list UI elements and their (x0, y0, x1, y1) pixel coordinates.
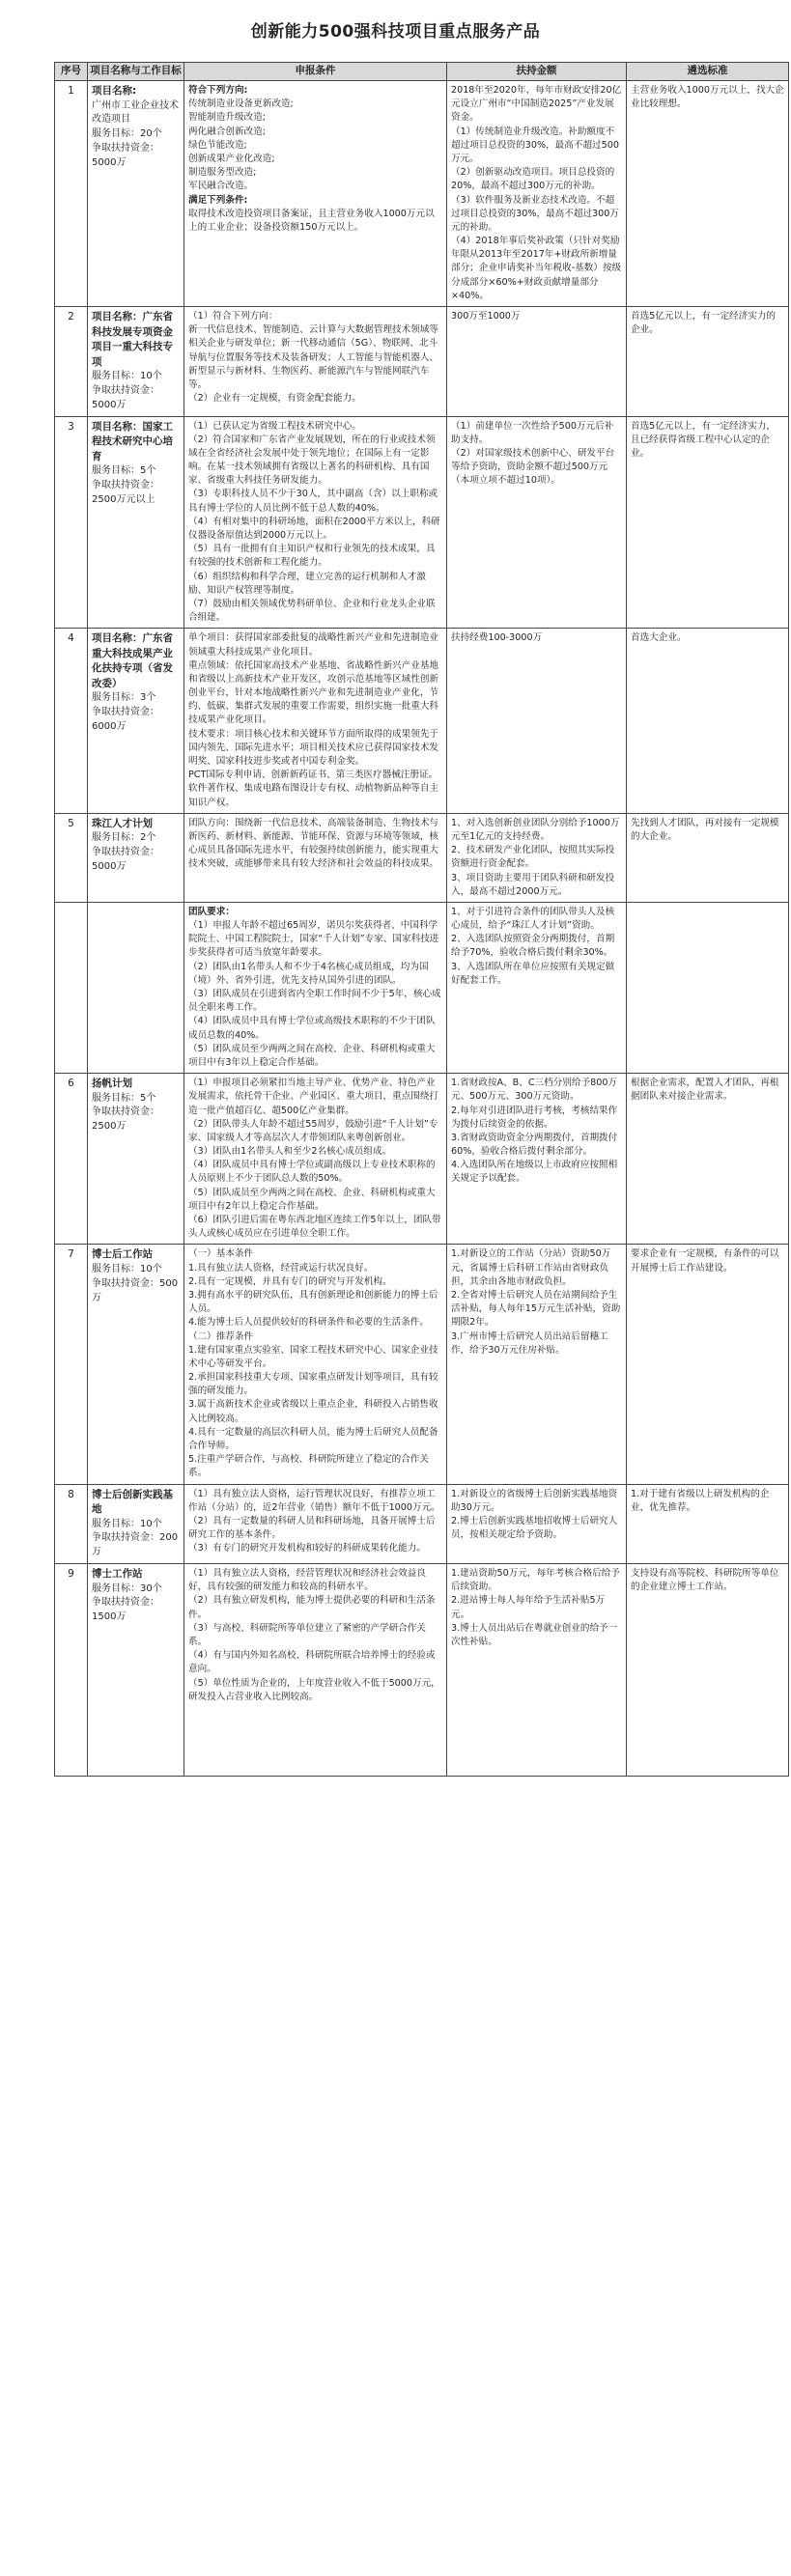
header-criteria: 遴选标准 (627, 63, 789, 81)
table-row (55, 1484, 789, 1563)
criteria-item: 1.对于建有省级以上研发机构的企业，优先推荐。 (631, 1488, 770, 1513)
condition-item: （1）申报项目必须紧扣当地主导产业、优势产业、特色产业发展需求，依托骨干企业、产业园区、重大项目，重点围绕打造一批产值超百亿、超500亿产业集群。 (188, 1078, 439, 1116)
funding-item: 扶持经费100-3000万 (451, 632, 543, 644)
table-row (55, 81, 789, 307)
funding-item: 2018年至2020年，每年市财政安排20亿元设立广州市“中国制造2025”产业发展资金。 (451, 85, 622, 124)
condition-item: 团队方向：围绕新一代信息技术、高端装备制造、生物技术与新医药、新材料、新能源、节能环保、资源与环境等领域，核心成员具备国际先进水平，有较强持续创新能力，能实现重大技术突破，或能够带来具有较大经济和社会效益的科技成果。 (188, 817, 439, 870)
row-seq: 3 (55, 416, 88, 629)
row-criteria (627, 1564, 789, 1777)
project-target-line: 服务目标：10个 (92, 1263, 162, 1274)
condition-item: （7）鼓励由相关领域优势科研单位、企业和行业龙头企业联合组建。 (188, 598, 436, 624)
criteria-item: 首选5亿元以上，有一定经济实力的企业。 (631, 311, 777, 336)
project-target-line: 争取扶持资金：1500万 (92, 1597, 159, 1623)
row-funding (447, 416, 627, 629)
condition-item: （1）具有独立法人资格，运行管理状况良好，有推荐立项工作站（分站）的，近2年营业（销售）额年不低于1000万元。 (188, 1488, 440, 1513)
condition-item: 新一代信息技术、智能制造、云计算与大数据管理技术领域等相关企业与研发单位；新一代移动通信（5G）、物联网、北斗导航与位置服务等技术及装备研发；人工智能与智能机器人、新型显示与新材料、生物医药、新能源汽车与智能网联汽车等。 (188, 324, 439, 390)
row-project-name (88, 307, 184, 417)
row-project-name (88, 902, 184, 1073)
condition-item: （5）团队成员至少两两之间在高校、企业、科研机构或重大项目中有3年以上稳定合作基础。 (188, 1043, 436, 1068)
condition-item: （1）已获认定为省级工程技术研究中心。 (188, 420, 361, 432)
condition-item: （6）组织结构和科学合理，建立完善的运行机制和人才激励、知识产权管理等制度。 (188, 571, 426, 596)
condition-item: （4）有相对集中的科研场地，面积在2000平方米以上，科研仪器设备原值达到2000万元以上。 (188, 516, 440, 542)
row-seq: 7 (55, 1245, 88, 1484)
condition-item: 3.拥有高水平的研究队伍，具有创新理论和创新能力的博士后人员。 (188, 1289, 438, 1315)
project-target-line: 服务目标：10个 (92, 1518, 162, 1529)
project-target-line: 服务目标：2个 (92, 832, 156, 844)
row-funding (447, 81, 627, 307)
row-criteria (627, 629, 789, 813)
condition-item: （2）具有独立研发机构，能为博士提供必要的科研和生活条件。 (188, 1595, 436, 1620)
criteria-item: 首选大企业。 (631, 632, 687, 644)
condition-item: 符合下列方向: (188, 85, 248, 96)
row-seq (55, 902, 88, 1073)
condition-item: 1.具有独立法人资格，经营或运行状况良好。 (188, 1262, 374, 1274)
condition-item: （1）符合下列方向： (188, 311, 278, 322)
condition-item: 3.属于高新技术企业或省级以上重点企业，科研投入占销售收入比例较高。 (188, 1399, 438, 1424)
table-row (55, 902, 789, 1073)
funding-item: 3.博士人员出站后在粤就业创业的给予一次性补贴。 (451, 1622, 618, 1647)
header-conditions: 申报条件 (184, 63, 447, 81)
condition-item: （4）团队成员中具有博士学位或高级技术职称的不少于团队成员总数的40%。 (188, 1016, 436, 1041)
row-conditions (184, 902, 447, 1073)
project-title: 项目名称: (92, 85, 137, 97)
condition-item: PCT国际专利申请、创新新药证书、第三类医疗器械注册证。 (188, 770, 438, 781)
condition-item: 军民融合改造。 (188, 181, 254, 192)
condition-item: 技术要求：项目核心技术和关键环节方面所取得的成果领先于国内领先、国际先进水平；项目相关技术应已获得国家技术发明奖、国家科技进步奖或者中国专利金奖。 (188, 728, 439, 768)
funding-item: （2）创新驱动改造项目。项目总投资的20%，最高不超过300万元的补助。 (451, 167, 615, 192)
condition-item: （2）团队带头人年龄不超过55周岁，鼓励引进“千人计划”专家、国家级人才等高层次人才带领团队来粤创新创业。 (188, 1118, 438, 1143)
funding-item: 1.省财政按A、B、C三档分别给予800万元、500万元、300万元资助。 (451, 1078, 618, 1103)
row-funding (447, 1484, 627, 1563)
project-target-line: 争取扶持资金：5000万 (92, 847, 159, 872)
condition-item: （3）团队成员在引进到省内全职工作时间不少于5年，核心成员全职来粤工作。 (188, 989, 441, 1014)
funding-item: 2.每年对引进团队进行考核，考核结果作为拨付后续资金的依据。 (451, 1105, 618, 1130)
funding-item: 1、对于引进符合条件的团队带头人及核心成员，给予“珠江人才计划”资助。 (451, 906, 615, 932)
criteria-item: 支持设有高等院校、科研院所等单位的企业建立博士工作站。 (631, 1568, 779, 1593)
row-criteria (627, 1245, 789, 1484)
funding-item: 1.对新设立的省级博士后创新实践基地资助30万元。 (451, 1488, 618, 1513)
condition-item: （4）有与国内外知名高校、科研院所联合培养博士的经验或意向。 (188, 1650, 436, 1675)
condition-item: 4.能为博士后人员提供较好的科研条件和必要的生活条件。 (188, 1317, 429, 1329)
row-seq: 4 (55, 629, 88, 813)
criteria-item: 先找到人才团队，再对接有一定规模的大企业。 (631, 817, 779, 842)
row-criteria (627, 1074, 789, 1245)
condition-item: 取得技术改造投资项目备案证，且主营业务收入1000万元以上的工业企业；设备投资额150万元以上。 (188, 208, 435, 233)
condition-item: 团队要求： (188, 906, 235, 917)
project-target-line: 服务目标：5个 (92, 1092, 156, 1104)
condition-item: 4.具有一定数量的高层次科研人员，能为博士后研究人员配备合作导师。 (188, 1426, 438, 1452)
condition-item: （3）有专门的研究开发机构和较好的科研成果转化能力。 (188, 1543, 426, 1554)
condition-item: 制造服务型改造; (188, 167, 257, 179)
row-conditions (184, 416, 447, 629)
condition-item: （5）单位性质为企业的，上年度营业收入不低于5000万元，研发投入占营业收入比例较高。 (188, 1677, 440, 1702)
row-funding (447, 1245, 627, 1484)
funding-item: 300万至1000万 (451, 311, 521, 322)
row-project-name (88, 1074, 184, 1245)
row-criteria (627, 1484, 789, 1563)
funding-item: （3）软件服务及新业态技术改造。不超过项目总投资的30%，最高不超过300万元的补助。 (451, 194, 619, 233)
row-criteria (627, 902, 789, 1073)
condition-item: 5.注重产学研合作，与高校、科研院所建立了稳定的合作关系。 (188, 1454, 429, 1479)
project-title: 项目名称：国家工程技术研究中心培育 (92, 420, 173, 462)
row-criteria (627, 307, 789, 417)
condition-item: 创新成果产业化改造; (188, 153, 275, 164)
row-seq: 9 (55, 1564, 88, 1777)
row-seq: 1 (55, 81, 88, 307)
funding-item: 2、技术研发产业化团队，按照其实际投资额进行资金配套。 (451, 845, 615, 870)
table-row (55, 416, 789, 629)
condition-item: 智能制造升级改造; (188, 112, 266, 124)
condition-item: 传统制造业设备更新改造; (188, 98, 294, 110)
funding-item: 4.入选团队所在地级以上市政府应按照相关规定予以配套。 (451, 1160, 618, 1185)
project-target-line: 服务目标：3个 (92, 692, 156, 704)
project-title: 博士工作站 (92, 1568, 143, 1581)
row-project-name (88, 1484, 184, 1563)
row-conditions (184, 1484, 447, 1563)
row-seq: 6 (55, 1074, 88, 1245)
project-target-line: 争取扶持资金：5000万 (92, 384, 159, 410)
row-conditions (184, 629, 447, 813)
table-row (55, 307, 789, 417)
row-project-name (88, 813, 184, 902)
criteria-item: 主营业务收入1000万元以上，找大企业比较理想。 (631, 85, 784, 110)
project-title: 扬帆计划 (92, 1078, 132, 1090)
condition-item: 2.具有一定规模，并具有专门的研究与开发机构。 (188, 1275, 392, 1287)
condition-item: （3）与高校、科研院所等单位建立了紧密的产学研合作关系。 (188, 1622, 426, 1647)
table-row (55, 1074, 789, 1245)
project-title: 珠江人才计划 (92, 817, 153, 829)
header-seq: 序号 (55, 63, 88, 81)
funding-item: 1、对入选创新创业团队分别给予1000万元至1亿元的支持经费。 (451, 817, 620, 842)
funding-item: 1.对新设立的工作站（分站）资助50万元，省属博士后科研工作站由省财政负担，其余由各地市财政负担。 (451, 1248, 611, 1287)
condition-item: （一）基本条件 (188, 1248, 254, 1260)
project-title: 博士后工作站 (92, 1248, 153, 1261)
condition-item: （1）具有独立法人资格，经营管理状况和经济社会效益良好，具有较强的研发能力和较高的科研水平。 (188, 1568, 426, 1593)
table-row (55, 1564, 789, 1777)
table-row (55, 813, 789, 902)
project-target-line: 争取扶持资金：500万 (92, 1277, 179, 1303)
row-project-name (88, 1564, 184, 1777)
condition-item: （5）具有一批拥有自主知识产权和行业领先的技术成果，具有较强的技术创新和工程化能力。 (188, 544, 436, 569)
project-target-line: 服务目标：5个 (92, 465, 156, 477)
project-title: 项目名称：广东省科技发展专项资金项目一重大科技专项 (92, 311, 173, 368)
funding-item: 3、项目资助主要用于团队科研和研发投入，最高不超过2000万元。 (451, 872, 615, 897)
condition-item: 绿色节能改造; (188, 139, 247, 151)
project-target-line: 争取扶持资金：2500万元以上 (92, 479, 159, 505)
condition-item: （6）团队引进后需在粤东西北地区连续工作5年以上，团队带头人或核心成员应在引进单位全职工作。 (188, 1215, 441, 1240)
project-target-line: 广州市工业企业技术改造项目 (92, 99, 179, 126)
header-name: 项目名称与工作目标 (88, 63, 184, 81)
project-target-line: 争取扶持资金：5000万 (92, 142, 159, 168)
condition-item: （2）具有一定数量的科研人员和科研场地，具备开展博士后研究工作的基本条件。 (188, 1515, 436, 1541)
row-project-name (88, 81, 184, 307)
funding-item: 1.建站资助50万元，每年考核合格后给予后续资助。 (451, 1568, 620, 1593)
row-funding (447, 1074, 627, 1245)
condition-item: （2）符合国家和广东省产业发展规划，所在的行业或技术领域在全省经济社会发展中处于领先地位；在国际上有一定影响。在某一技术领域拥有省级以上著名的科研机构、具有国家、省级重大科技任务研发能力。 (188, 434, 436, 487)
project-target-line: 争取扶持资金：2500万 (92, 1106, 159, 1133)
condition-item: 重点领域：依托国家高技术产业基地、省战略性新兴产业基地和省级以上高新技术产业开发区，攻创示范基地等区域性创新创业平台，针对本地战略性新兴产业和先进制造业产业化，节约、低碳、集群式发展的重要工作需要，组织实施一批重大科技成果产业化项目。 (188, 659, 439, 726)
row-criteria (627, 813, 789, 902)
row-funding (447, 1564, 627, 1777)
funding-item: 2、入选团队按照资金分两期拨付，首期给予70%，验收合格后拨付剩余30%。 (451, 934, 615, 959)
row-project-name (88, 629, 184, 813)
criteria-item: 根据企业需求，配置人才团队，再根据团队来对接企业需求。 (631, 1078, 779, 1103)
condition-item: （5）团队成员至少两两之间在高校、企业、科研机构或重大项目中有2年以上稳定合作基础。 (188, 1187, 436, 1212)
funding-item: （2）对国家级技术创新中心、研发平台等给予资助，资助金额不超过500万元（本项立项不超过10项）。 (451, 447, 615, 487)
row-funding (447, 629, 627, 813)
condition-item: （3）团队由1名带头人和至少2名核心成员组成。 (188, 1146, 392, 1158)
project-target-line: 争取扶持资金：200万 (92, 1532, 179, 1558)
table-row (55, 629, 789, 813)
row-conditions (184, 1074, 447, 1245)
funding-item: （1）前建单位一次性给予500万元后补助支持。 (451, 420, 614, 445)
row-project-name (88, 1245, 184, 1484)
row-funding (447, 307, 627, 417)
criteria-item: 要求企业有一定规模，有条件的可以开展博士后工作站建设。 (631, 1248, 779, 1274)
row-funding (447, 813, 627, 902)
funding-item: （1）传统制造业升级改造。补助额度不超过项目总投资的30%，最高不超过500万元。 (451, 126, 619, 164)
table-header-row (55, 63, 789, 81)
funding-item: 3.广州市博士后研究人员出站后留穗工作，给予30万元住房补贴。 (451, 1330, 608, 1356)
row-project-name (88, 416, 184, 629)
row-conditions (184, 1245, 447, 1484)
funding-item: 2.博士后创新实践基地招收博士后研究人员，按相关规定给予资助。 (451, 1515, 618, 1541)
condition-item: （2）企业有一定规模，有资金配套能力。 (188, 393, 361, 405)
project-target-line: 服务目标：30个 (92, 1582, 162, 1594)
row-conditions (184, 1564, 447, 1777)
project-target-line: 争取扶持资金：6000万 (92, 707, 159, 733)
condition-item: （3）专职科技人员不少于30人，其中副高（含）以上职称或具有博士学位的人员比例不低于总人数的40%。 (188, 489, 438, 514)
page-title: 创新能力500强科技项目重点服务产品 (250, 22, 541, 42)
condition-item: （1）申报人年龄不超过65周岁，诺贝尔奖获得者、中国科学院院士、中国工程院院士，国家“千人计划”专家、国家科技进步奖获得者可适当放宽年龄要求。 (188, 920, 439, 959)
project-title: 项目名称：广东省重大科技成果产业化扶持专项（省发改委） (92, 632, 173, 689)
row-seq: 2 (55, 307, 88, 417)
row-conditions (184, 307, 447, 417)
condition-item: 软件著作权、集成电路布图设计专有权、动植物新品种等自主知识产权。 (188, 783, 439, 808)
row-seq: 8 (55, 1484, 88, 1563)
condition-item: 单个项目：获得国家部委批复的战略性新兴产业和先进制造业领域重大科技成果产业化项目。 (188, 632, 439, 658)
funding-item: 2.进站博士每人每年给予生活补贴5万元。 (451, 1595, 606, 1620)
row-seq: 5 (55, 813, 88, 902)
condition-item: 1.建有国家重点实验室、国家工程技术研究中心、国家企业技术中心等研发平台。 (188, 1344, 438, 1369)
service-products-table (54, 62, 789, 1777)
row-conditions (184, 813, 447, 902)
funding-item: 3.省财政资助资金分两期拨付，首期拨付60%，验收合格后拨付剩余部分。 (451, 1132, 618, 1158)
table-row (55, 1245, 789, 1484)
condition-item: 两化融合创新改造; (188, 126, 266, 137)
funding-item: 3、入选团队所在单位应按照有关规定做好配套工作。 (451, 961, 615, 986)
row-conditions (184, 81, 447, 307)
project-target-line: 服务目标：10个 (92, 371, 162, 382)
row-criteria (627, 81, 789, 307)
condition-item: （2）团队由1名带头人和不少于4名核心成员组成，均为国（境）外、省外引进，优先支持从国外引进的团队。 (188, 961, 429, 986)
condition-item: 2.承担国家科技重大专项、国家重点研发计划等项目，具有较强的研发能力。 (188, 1372, 438, 1397)
criteria-item: 首选5亿元以上，有一定经济实力，且已经获得省级工程中心认定的企业。 (631, 420, 777, 459)
project-title: 博士后创新实践基地 (92, 1488, 173, 1516)
condition-item: （4）团队成员中具有博士学位或副高级以上专业技术职称的人员原则上不少于团队总人数的50%。 (188, 1160, 436, 1185)
row-funding (447, 902, 627, 1073)
condition-item: 满足下列条件: (188, 194, 248, 206)
row-criteria (627, 416, 789, 629)
condition-item: （二）推荐条件 (188, 1330, 254, 1342)
header-funding: 扶持金额 (447, 63, 627, 81)
funding-item: （4）2018年事后奖补政策（只针对奖励年限从2013年至2017年+财政所新增量部分；企业申请奖补当年税收-基数）按级分成部分×60%+财政贡献增量部分×40%。 (451, 236, 622, 301)
funding-item: 2.全省对博士后研究人员在站期间给予生活补贴，每人每年15万元生活补贴，资助期限2年。 (451, 1289, 621, 1329)
project-target-line: 服务目标：20个 (92, 128, 162, 140)
